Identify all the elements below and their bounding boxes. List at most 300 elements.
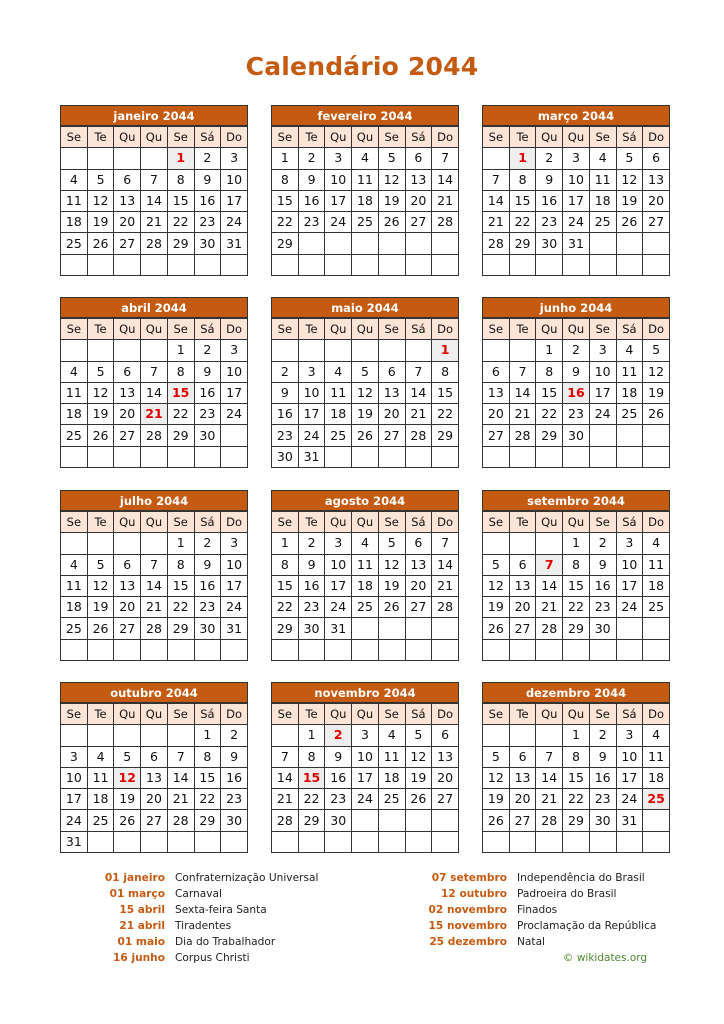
empty-cell [378,618,405,639]
day-cell: 15 [563,767,590,788]
holiday-day-cell: 1 [509,148,536,169]
weekday-header: Qu [325,319,352,340]
holiday-name: Dia do Trabalhador [175,936,276,948]
holiday-date: 21 abril [119,920,165,932]
day-cell: 18 [61,597,88,618]
weekday-header: Qu [536,704,563,725]
empty-cell [114,639,141,660]
day-cell: 4 [643,533,670,554]
day-cell: 15 [536,382,563,403]
day-cell: 9 [325,746,352,767]
month-table [482,318,670,468]
day-cell: 3 [325,533,352,554]
month-calendar [60,490,248,661]
day-cell: 1 [563,533,590,554]
holiday-day-cell: 2 [325,725,352,746]
day-cell: 8 [509,169,536,190]
empty-cell [378,233,405,254]
day-cell: 17 [352,767,379,788]
day-cell: 23 [272,425,299,446]
day-cell: 2 [589,725,616,746]
day-cell: 20 [643,190,670,211]
day-cell: 20 [378,404,405,425]
day-cell: 7 [509,361,536,382]
weekday-header: Qu [325,127,352,148]
day-cell: 19 [405,767,432,788]
empty-cell [378,340,405,361]
weekday-header: Te [509,127,536,148]
holiday-date: 15 novembro [428,920,507,932]
day-cell: 14 [432,554,459,575]
empty-cell [616,425,643,446]
day-cell: 21 [536,597,563,618]
empty-cell [643,446,670,467]
day-cell: 1 [167,533,194,554]
day-cell: 3 [61,746,88,767]
day-cell: 5 [643,340,670,361]
day-cell: 14 [432,169,459,190]
weekday-header: Te [298,704,325,725]
empty-cell [87,446,114,467]
day-cell: 12 [87,190,114,211]
weekday-header: Sá [194,127,221,148]
weekday-header: Se [483,512,510,533]
day-cell: 14 [141,190,168,211]
day-cell: 10 [616,554,643,575]
day-cell: 13 [432,746,459,767]
day-cell: 5 [378,148,405,169]
empty-cell [643,254,670,275]
day-cell: 7 [536,746,563,767]
day-cell: 26 [405,789,432,810]
day-cell: 10 [221,169,248,190]
day-cell: 13 [114,190,141,211]
day-cell: 22 [432,404,459,425]
day-cell: 26 [87,233,114,254]
day-cell: 31 [563,233,590,254]
day-cell: 27 [483,425,510,446]
month-calendar [482,490,670,661]
holiday-date: 15 abril [119,904,165,916]
month-title: abril 2044 [60,297,248,318]
holiday-day-cell: 25 [643,789,670,810]
day-cell: 24 [221,212,248,233]
empty-cell [221,831,248,852]
day-cell: 27 [643,212,670,233]
month-calendar [60,682,248,853]
empty-cell [352,446,379,467]
day-cell: 23 [589,597,616,618]
empty-cell [141,446,168,467]
weekday-header: Se [589,704,616,725]
holiday-date: 16 junho [113,952,165,964]
empty-cell [114,254,141,275]
day-cell: 23 [298,597,325,618]
day-cell: 2 [298,148,325,169]
weekday-header: Do [221,512,248,533]
day-cell: 29 [536,425,563,446]
month-title: setembro 2044 [482,490,670,511]
day-cell: 24 [325,597,352,618]
empty-cell [352,340,379,361]
day-cell: 22 [563,597,590,618]
holiday-entry [53,886,318,902]
month-table [482,703,670,853]
day-cell: 28 [509,425,536,446]
weekday-header: Do [432,319,459,340]
empty-cell [483,533,510,554]
weekday-header: Te [298,319,325,340]
day-cell: 7 [272,746,299,767]
day-cell: 25 [352,597,379,618]
empty-cell [378,446,405,467]
empty-cell [325,831,352,852]
empty-cell [272,639,299,660]
empty-cell [352,233,379,254]
weekday-header: Qu [536,512,563,533]
weekday-header: Se [589,127,616,148]
day-cell: 16 [194,190,221,211]
day-cell: 23 [194,404,221,425]
weekday-header: Qu [141,127,168,148]
day-cell: 13 [509,575,536,596]
empty-cell [325,340,352,361]
day-cell: 10 [221,361,248,382]
weekday-header: Qu [141,319,168,340]
day-cell: 6 [114,169,141,190]
day-cell: 28 [536,618,563,639]
day-cell: 9 [589,746,616,767]
empty-cell [61,148,88,169]
empty-cell [483,254,510,275]
day-cell: 24 [325,212,352,233]
empty-cell [298,831,325,852]
weekday-header: Se [589,512,616,533]
day-cell: 22 [194,789,221,810]
empty-cell [61,340,88,361]
empty-cell [325,639,352,660]
day-cell: 8 [167,169,194,190]
day-cell: 11 [643,554,670,575]
weekday-header: Qu [536,319,563,340]
day-cell: 29 [298,810,325,831]
day-cell: 12 [643,361,670,382]
day-cell: 10 [221,554,248,575]
day-cell: 16 [536,190,563,211]
empty-cell [483,725,510,746]
weekday-header: Sá [194,319,221,340]
day-cell: 14 [405,382,432,403]
day-cell: 16 [298,575,325,596]
weekday-header: Se [61,127,88,148]
day-cell: 23 [194,212,221,233]
month-table [482,511,670,661]
day-cell: 9 [536,169,563,190]
day-cell: 5 [352,361,379,382]
day-cell: 19 [87,404,114,425]
empty-cell [589,254,616,275]
day-cell: 14 [141,575,168,596]
day-cell: 11 [352,169,379,190]
weekday-header: Qu [114,319,141,340]
holiday-day-cell: 12 [114,767,141,788]
day-cell: 7 [141,169,168,190]
month-table [271,511,459,661]
day-cell: 4 [352,533,379,554]
day-cell: 7 [483,169,510,190]
month-title: outubro 2044 [60,682,248,703]
day-cell: 6 [405,533,432,554]
month-table [60,126,248,276]
empty-cell [378,810,405,831]
day-cell: 19 [643,382,670,403]
holiday-entry [53,918,318,934]
month-title: julho 2044 [60,490,248,511]
day-cell: 27 [114,233,141,254]
day-cell: 11 [352,554,379,575]
empty-cell [167,831,194,852]
day-cell: 20 [509,789,536,810]
day-cell: 13 [405,554,432,575]
empty-cell [643,639,670,660]
day-cell: 6 [378,361,405,382]
day-cell: 25 [61,233,88,254]
holiday-entry [53,870,318,886]
day-cell: 2 [589,533,616,554]
holiday-day-cell: 16 [563,382,590,403]
day-cell: 19 [616,190,643,211]
day-cell: 22 [167,404,194,425]
empty-cell [272,254,299,275]
day-cell: 5 [616,148,643,169]
weekday-header: Te [298,512,325,533]
weekday-header: Sá [616,127,643,148]
day-cell: 3 [589,340,616,361]
day-cell: 25 [352,212,379,233]
empty-cell [432,831,459,852]
weekday-header: Se [61,512,88,533]
empty-cell [167,254,194,275]
holiday-legend-right [377,870,656,950]
day-cell: 19 [87,212,114,233]
day-cell: 23 [325,789,352,810]
day-cell: 9 [194,169,221,190]
day-cell: 11 [87,767,114,788]
weekday-header: Qu [114,704,141,725]
day-cell: 4 [61,361,88,382]
day-cell: 1 [536,340,563,361]
holiday-day-cell: 1 [432,340,459,361]
weekday-header: Qu [325,512,352,533]
day-cell: 3 [221,533,248,554]
weekday-header: Qu [563,512,590,533]
day-cell: 5 [87,361,114,382]
weekday-header: Se [378,319,405,340]
holiday-date: 01 março [109,888,165,900]
day-cell: 4 [61,169,88,190]
holiday-day-cell: 15 [167,382,194,403]
day-cell: 15 [167,575,194,596]
day-cell: 21 [432,190,459,211]
day-cell: 8 [298,746,325,767]
day-cell: 2 [194,533,221,554]
day-cell: 6 [141,746,168,767]
empty-cell [352,254,379,275]
day-cell: 21 [509,404,536,425]
empty-cell [141,831,168,852]
day-cell: 14 [141,382,168,403]
day-cell: 12 [87,382,114,403]
empty-cell [432,810,459,831]
day-cell: 12 [378,554,405,575]
day-cell: 8 [432,361,459,382]
empty-cell [61,533,88,554]
day-cell: 9 [563,361,590,382]
holiday-date: 07 setembro [431,872,507,884]
weekday-header: Qu [536,127,563,148]
day-cell: 18 [589,190,616,211]
day-cell: 1 [272,148,299,169]
day-cell: 15 [563,575,590,596]
day-cell: 10 [325,554,352,575]
day-cell: 29 [432,425,459,446]
day-cell: 2 [221,725,248,746]
empty-cell [483,148,510,169]
weekday-header: Do [643,319,670,340]
day-cell: 14 [483,190,510,211]
month-title: janeiro 2044 [60,105,248,126]
day-cell: 3 [221,340,248,361]
day-cell: 19 [87,597,114,618]
day-cell: 9 [298,169,325,190]
weekday-header: Te [298,127,325,148]
day-cell: 10 [589,361,616,382]
day-cell: 11 [589,169,616,190]
weekday-header: Sá [194,512,221,533]
empty-cell [114,446,141,467]
day-cell: 20 [405,575,432,596]
empty-cell [378,254,405,275]
empty-cell [221,254,248,275]
day-cell: 29 [167,425,194,446]
day-cell: 13 [483,382,510,403]
holiday-name: Padroeira do Brasil [517,888,617,900]
day-cell: 26 [378,212,405,233]
month-calendar [271,297,459,468]
day-cell: 15 [194,767,221,788]
empty-cell [432,254,459,275]
day-cell: 20 [483,404,510,425]
day-cell: 17 [298,404,325,425]
weekday-header: Do [432,127,459,148]
day-cell: 27 [432,789,459,810]
weekday-header: Sá [616,704,643,725]
day-cell: 30 [194,233,221,254]
month-table [60,703,248,853]
day-cell: 16 [589,575,616,596]
empty-cell [87,639,114,660]
month-title: maio 2044 [271,297,459,318]
month-table [482,126,670,276]
day-cell: 28 [432,597,459,618]
day-cell: 26 [352,425,379,446]
day-cell: 5 [483,746,510,767]
day-cell: 4 [378,725,405,746]
holiday-name: Corpus Christi [175,952,250,964]
day-cell: 31 [616,810,643,831]
weekday-header: Te [509,319,536,340]
day-cell: 8 [272,169,299,190]
holiday-name: Tiradentes [175,920,232,932]
empty-cell [114,533,141,554]
weekday-header: Se [167,704,194,725]
empty-cell [509,533,536,554]
weekday-header: Se [378,512,405,533]
empty-cell [405,810,432,831]
day-cell: 22 [167,212,194,233]
day-cell: 5 [483,554,510,575]
day-cell: 26 [483,618,510,639]
day-cell: 1 [272,533,299,554]
month-table [271,126,459,276]
credit-text[interactable]: © wikidates.org [563,952,648,964]
empty-cell [405,340,432,361]
month-calendar [482,105,670,276]
day-cell: 5 [114,746,141,767]
day-cell: 21 [405,404,432,425]
day-cell: 24 [352,789,379,810]
day-cell: 29 [167,233,194,254]
empty-cell [509,254,536,275]
empty-cell [298,340,325,361]
page-title: Calendário 2044 [245,52,479,81]
day-cell: 21 [483,212,510,233]
day-cell: 11 [325,382,352,403]
weekday-header: Te [87,127,114,148]
holiday-name: Carnaval [175,888,222,900]
weekday-header: Do [643,127,670,148]
empty-cell [352,639,379,660]
month-table [60,318,248,468]
empty-cell [167,639,194,660]
weekday-header: Se [61,319,88,340]
day-cell: 8 [194,746,221,767]
day-cell: 21 [141,597,168,618]
day-cell: 12 [616,169,643,190]
weekday-header: Qu [325,704,352,725]
day-cell: 19 [378,575,405,596]
day-cell: 3 [563,148,590,169]
day-cell: 19 [378,190,405,211]
day-cell: 7 [141,361,168,382]
empty-cell [325,254,352,275]
day-cell: 27 [405,212,432,233]
weekday-header: Do [432,704,459,725]
day-cell: 16 [325,767,352,788]
month-title: junho 2044 [482,297,670,318]
month-calendar [482,682,670,853]
day-cell: 30 [221,810,248,831]
day-cell: 30 [589,810,616,831]
day-cell: 28 [167,810,194,831]
day-cell: 5 [87,169,114,190]
day-cell: 17 [563,190,590,211]
day-cell: 4 [589,148,616,169]
month-calendar [271,682,459,853]
empty-cell [141,725,168,746]
empty-cell [141,254,168,275]
day-cell: 6 [509,746,536,767]
